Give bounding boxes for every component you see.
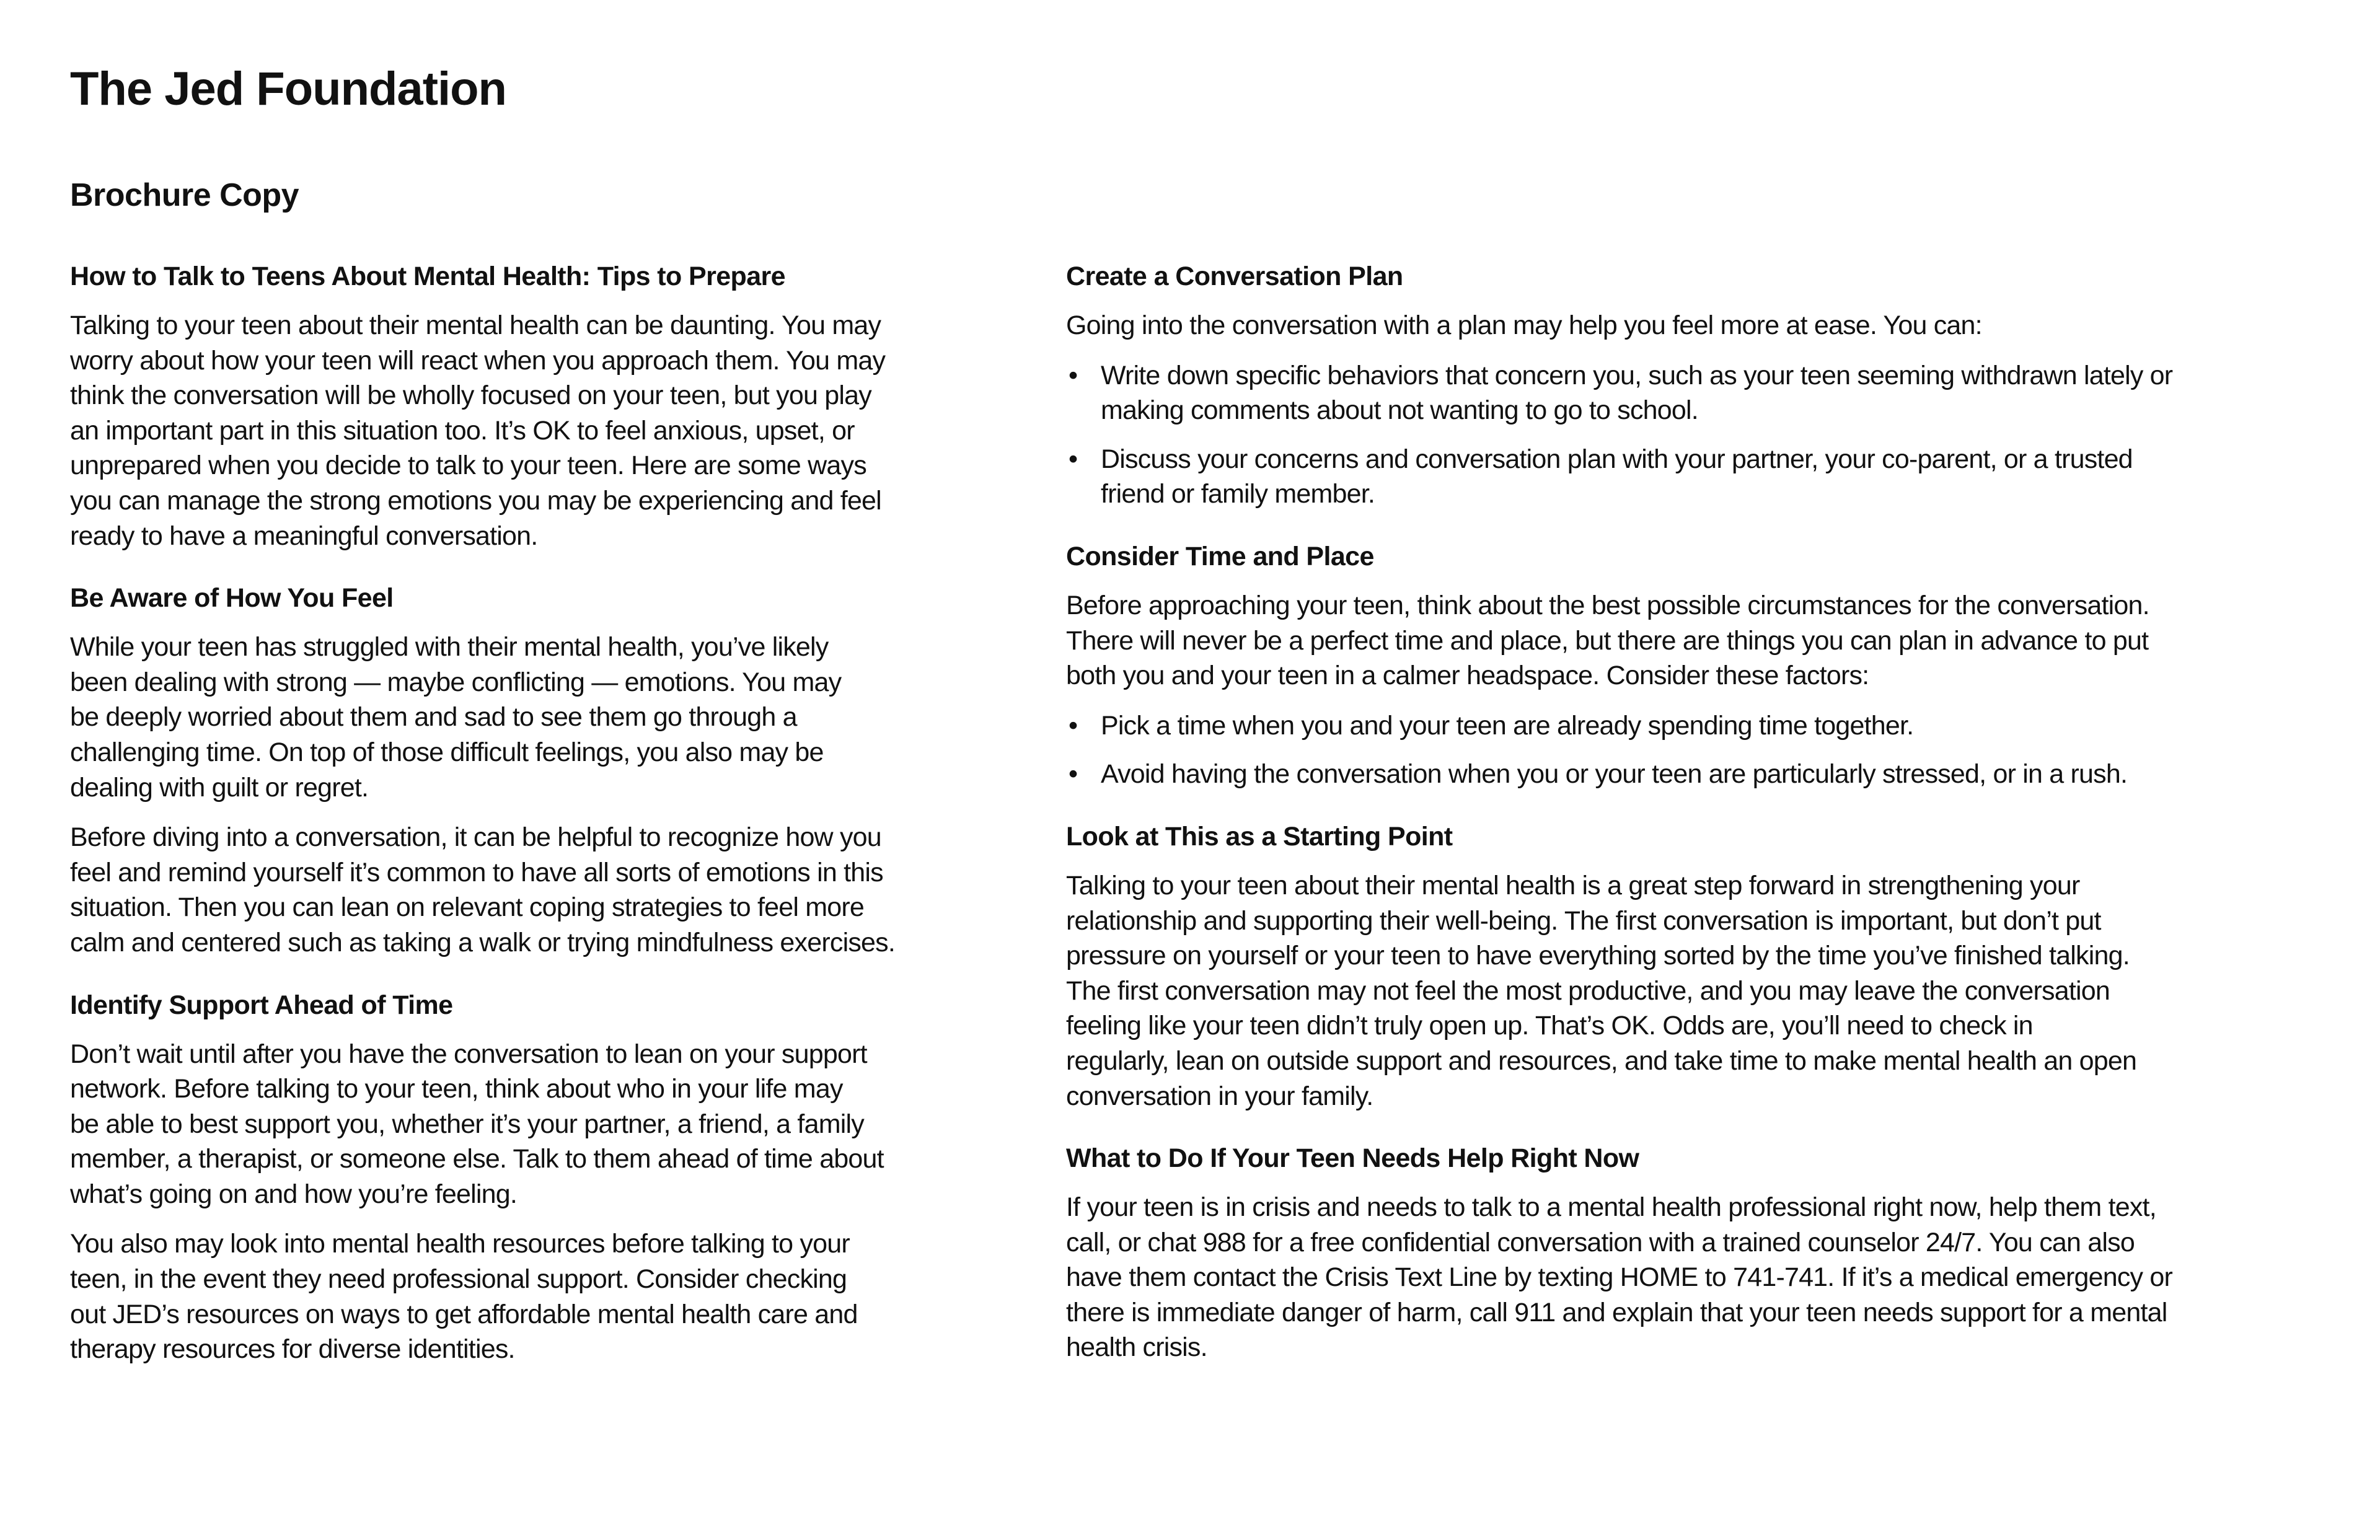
text-line: therapy resources for diverse identities. xyxy=(70,1334,515,1365)
text-line: both you and your teen in a calmer headspace. Consider these factors: xyxy=(1066,661,1869,691)
text-line: If your teen is in crisis and needs to talk to a mental health professional right now, help them text, xyxy=(1066,1192,2156,1223)
text-line: unprepared when you decide to talk to your teen. Here are some ways xyxy=(70,451,866,481)
text-line: Discuss your concerns and conversation plan with your partner, your co-parent, or a trusted xyxy=(1101,444,2133,474)
text-line: You also may look into mental health resources before talking to your xyxy=(70,1229,850,1259)
document-title: The Jed Foundation xyxy=(70,63,506,115)
text-line: Before diving into a conversation, it can be helpful to recognize how you xyxy=(70,822,881,853)
text-line: teen, in the event they need professional support. Consider checking xyxy=(70,1264,847,1295)
paragraph xyxy=(70,308,1025,553)
section-heading: Be Aware of How You Feel xyxy=(70,583,394,614)
bullet-item xyxy=(1066,708,2355,744)
document-subtitle: Brochure Copy xyxy=(70,177,299,213)
text-line: call, or chat 988 for a free confidential conversation with a trained counselor 24/7. You can also xyxy=(1066,1227,2135,1257)
paragraph xyxy=(1066,308,2355,343)
text-line: Avoid having the conversation when you or your teen are particularly stressed, or in a rush. xyxy=(1101,759,2128,790)
text-line: friend or family member. xyxy=(1101,479,1375,509)
bullet-icon: • xyxy=(1069,444,1078,474)
text-line: you can manage the strong emotions you may be experiencing and feel xyxy=(70,485,881,516)
text-line: there is immediate danger of harm, call 911 and explain that your teen needs support for a mental xyxy=(1066,1297,2167,1327)
paragraph xyxy=(70,1037,1025,1212)
paragraph xyxy=(1066,588,2355,693)
right-column xyxy=(1066,259,2355,1393)
text-line: making comments about not wanting to go to school. xyxy=(1101,395,1698,426)
section-heading: Look at This as a Starting Point xyxy=(1066,821,1453,851)
text-line: have them contact the Crisis Text Line by texting HOME to 741-741. If it’s a medical emergency or xyxy=(1066,1262,2173,1293)
bullet-item xyxy=(1066,442,2355,512)
text-line: member, a therapist, or someone else. Talk to them ahead of time about xyxy=(70,1144,884,1174)
text-line: Before approaching your teen, think about the best possible circumstances for the conversation. xyxy=(1066,590,2149,620)
text-line: an important part in this situation too. It’s OK to feel anxious, upset, or xyxy=(70,415,855,446)
left-column xyxy=(70,259,1025,1394)
section xyxy=(70,581,1025,960)
text-line: Pick a time when you and your teen are already spending time together. xyxy=(1101,710,1914,741)
text-line: relationship and supporting their well-being. The first conversation is important, but don’t put xyxy=(1066,905,2101,936)
paragraph xyxy=(1066,1190,2355,1365)
bullet-icon: • xyxy=(1069,759,1078,790)
text-line: dealing with guilt or regret. xyxy=(70,772,369,803)
text-line: health crisis. xyxy=(1066,1332,1207,1363)
section xyxy=(1066,259,2355,512)
text-line: The first conversation may not feel the most productive, and you may leave the conversation xyxy=(1066,975,2110,1006)
section xyxy=(1066,539,2355,792)
text-line: While your teen has struggled with their mental health, you’ve likely xyxy=(70,632,829,662)
bullet-item xyxy=(1066,358,2355,428)
text-line: be able to best support you, whether it’s your partner, a friend, a family xyxy=(70,1109,864,1139)
text-line: regularly, lean on outside support and resources, and take time to make mental health an open xyxy=(1066,1045,2137,1076)
section-heading: What to Do If Your Teen Needs Help Right Now xyxy=(1066,1143,1639,1174)
text-line: think the conversation will be wholly focused on your teen, but you play xyxy=(70,381,871,411)
section-heading: Consider Time and Place xyxy=(1066,541,1374,571)
section xyxy=(1066,1141,2355,1365)
paragraph xyxy=(70,630,1025,805)
paragraph xyxy=(1066,868,2355,1114)
section xyxy=(1066,819,2355,1114)
paragraph xyxy=(70,1226,1025,1366)
text-line: Going into the conversation with a plan may help you feel more at ease. You can: xyxy=(1066,310,1982,340)
text-line: what’s going on and how you’re feeling. xyxy=(70,1179,518,1209)
text-line: worry about how your teen will react when you approach them. You may xyxy=(70,345,886,376)
text-line: feel and remind yourself it’s common to have all sorts of emotions in this xyxy=(70,857,883,887)
text-line: feeling like your teen didn’t truly open up. That’s OK. Odds are, you’ll need to check in xyxy=(1066,1011,2033,1041)
text-line: Don’t wait until after you have the conversation to lean on your support xyxy=(70,1039,867,1069)
section-heading: Create a Conversation Plan xyxy=(1066,262,1403,291)
section xyxy=(70,259,1025,553)
text-line: be deeply worried about them and sad to see them go through a xyxy=(70,702,797,733)
text-line: network. Before talking to your teen, think about who in your life may xyxy=(70,1074,843,1104)
section xyxy=(70,988,1025,1367)
bullet-item xyxy=(1066,757,2355,792)
text-line: Talking to your teen about their mental health can be daunting. You may xyxy=(70,310,881,340)
text-line: ready to have a meaningful conversation. xyxy=(70,521,538,551)
text-line: been dealing with strong — maybe conflicting — emotions. You may xyxy=(70,667,842,697)
text-line: pressure on yourself or your teen to have everything sorted by the time you’ve finished talking. xyxy=(1066,941,2130,971)
text-line: There will never be a perfect time and place, but there are things you can plan in advance to put xyxy=(1066,625,2149,656)
paragraph xyxy=(70,820,1025,960)
text-line: Talking to your teen about their mental health is a great step forward in strengthening your xyxy=(1066,870,2080,900)
text-line: conversation in your family. xyxy=(1066,1081,1373,1111)
text-line: out JED’s resources on ways to get affordable mental health care and xyxy=(70,1299,858,1329)
bullet-icon: • xyxy=(1069,360,1078,390)
text-line: challenging time. On top of those difficult feelings, you also may be xyxy=(70,737,824,767)
bullet-icon: • xyxy=(1069,710,1078,741)
text-line: calm and centered such as taking a walk or trying mindfulness exercises. xyxy=(70,927,895,957)
text-line: Write down specific behaviors that concern you, such as your teen seeming withdrawn lately or xyxy=(1101,360,2173,390)
section-heading: Identify Support Ahead of Time xyxy=(70,990,453,1020)
section-heading: How to Talk to Teens About Mental Health: Tips to Prepare xyxy=(70,262,785,291)
text-line: situation. Then you can lean on relevant coping strategies to feel more xyxy=(70,892,865,923)
